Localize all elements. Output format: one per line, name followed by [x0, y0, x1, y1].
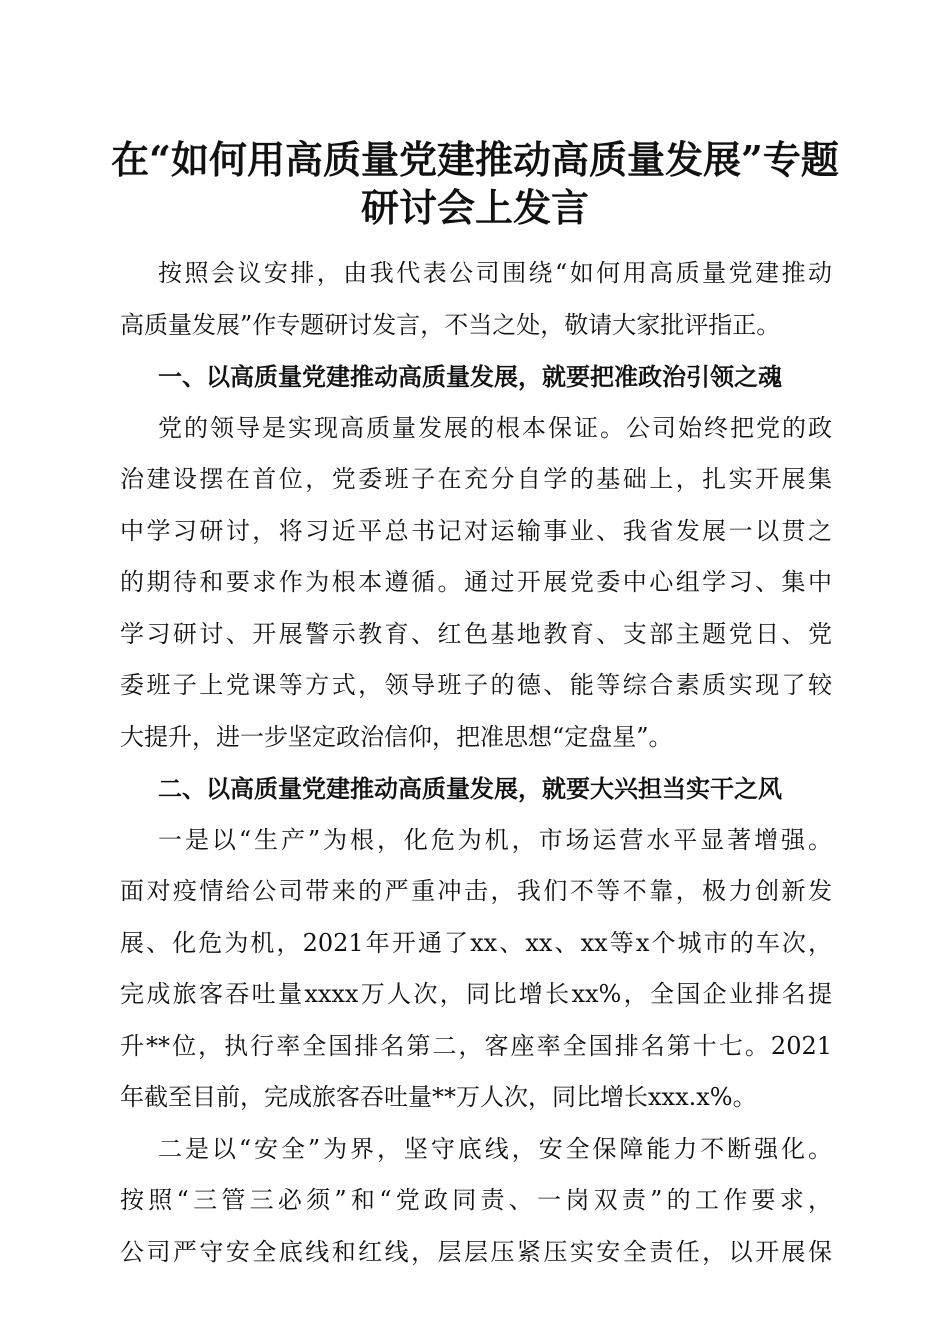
body-text-line: 大提升，进一步坚定政治信仰，把准思想“定盘星”。	[120, 722, 673, 751]
document-body	[120, 248, 832, 1278]
title-line-2: 研讨会上发言	[360, 185, 589, 230]
body-text-line: 升**位，执行率全国排名第二，客座率全国排名第十七。2021	[120, 1031, 832, 1060]
body-text-line: 党的领导是实现高质量发展的根本保证。公司始终把党的政	[158, 413, 832, 442]
body-text-line: 完成旅客吞吐量xxxx万人次，同比增长xx%，全国企业排名提	[120, 980, 832, 1008]
body-text-line: 面对疫情给公司带来的严重冲击，我们不等不靠，极力创新发	[120, 877, 832, 905]
body-text-line: 治建设摆在首位，党委班子在充分自学的基础上，扎实开展集	[120, 465, 832, 493]
body-text-line: 年截至目前，完成旅客吞吐量**万人次，同比增长xxx.x%。	[120, 1083, 757, 1111]
body-text-line: 中学习研讨，将习近平总书记对运输事业、我省发展一以贯之	[120, 516, 832, 545]
body-text-line: 学习研讨、开展警示教育、红色基地教育、支部主题党日、党	[120, 619, 832, 648]
body-text-line: 公司严守安全底线和红线，层层压紧压实安全责任，以开展保	[120, 1237, 832, 1266]
body-text-line: 展、化危为机，2021年开通了xx、xx、xx等x个城市的车次，	[120, 928, 832, 957]
title-line-1: 在“如何用高质量党建推动高质量发展”专题	[111, 137, 839, 182]
body-text-line: 委班子上党课等方式，领导班子的德、能等综合素质实现了较	[120, 671, 832, 699]
body-text-line: 高质量发展”作专题研讨发言，不当之处，敬请大家批评指正。	[120, 310, 781, 339]
body-text-line: 按照会议安排，由我代表公司围绕“如何用高质量党建推动	[158, 259, 832, 287]
body-text-line: 一是以“生产”为根，化危为机，市场运营水平显著增强。	[158, 825, 832, 854]
section-heading: 一、以高质量党建推动高质量发展，就要把准政治引领之魂	[158, 362, 782, 391]
section-heading: 二、以高质量党建推动高质量发展，就要大兴担当实干之风	[158, 774, 782, 803]
page-title	[100, 136, 850, 232]
body-text-line: 按照“三管三必须”和“党政同责、一岗双责”的工作要求，	[120, 1186, 832, 1214]
body-text-line: 的期待和要求作为根本遵循。通过开展党委中心组学习、集中	[120, 568, 832, 596]
body-text-line: 二是以“安全”为界，坚守底线，安全保障能力不断强化。	[158, 1134, 832, 1163]
